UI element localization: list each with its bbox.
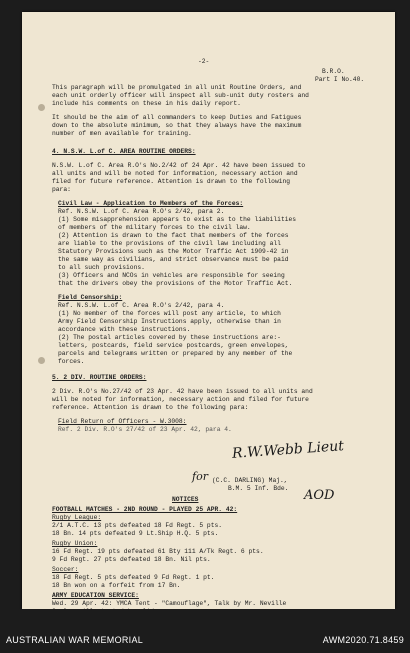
text-line: Statutory Provisions such as the Motor Traffic Act 1909-42 in [58,248,289,255]
subheading: Soccer: [52,566,79,573]
subheading: Rugby League: [52,514,102,521]
text-line: number of men available for training. [52,130,192,137]
reference-line: B.R.O. [322,68,345,75]
signature: R.W.Webb Lieut [231,438,345,462]
section-heading: 5. 2 DIV. ROUTINE ORDERS: [52,374,147,381]
text-line: Ref. N.S.W. L.of C. Area R.O's 2/42, para 2. [58,208,225,215]
text-line: include his comments on these in his daily report. [52,100,241,107]
text-line: N.S.W. L.of C. Area R.O's No.2/42 of 24 Apr. 42 have been issued to [52,162,306,169]
text-line: each unit orderly officer will inspect all sub-unit duty rosters and [52,92,309,99]
subheading: Rugby Union: [52,540,98,547]
reference-line: Part I No.40. [315,76,365,83]
text-line: filed for future reference. Attention is drawn to the following [52,178,291,185]
text-line: (2) Attention is drawn to the fact that members of the forces [58,232,289,239]
text-line: It should be the aim of all commanders to keep Duties and Fatigues [52,114,302,121]
text-line: 2 Div. R.O's No.27/42 of 23 Apr. 42 have been issued to all units and [52,388,313,395]
handwritten-initials: AOD [304,488,335,503]
text-line: the same way as civilians, and strict observance must be paid [58,256,289,263]
result-line: 18 Fd Regt. 5 pts defeated 9 Fd Regt. 1 pt. [52,574,215,581]
result-line: 16 Fd Regt. 19 pts defeated 61 Bty 111 A/Tk Regt. 6 pts. [52,548,264,555]
text-line: forces. [58,358,85,365]
text-line: to all such provisions. [58,264,145,271]
text-line: para: [52,186,71,193]
text-line: of members of the military forces to the civil law. [58,224,251,231]
subheading: Civil Law - Application to Members of the Forces: [58,200,244,207]
footer-bar [0,609,410,653]
section-heading: 4. N.S.W. L.of C. AREA ROUTINE ORDERS: [52,148,196,155]
text-line: (1) No member of the forces will post any article, to which [58,310,281,317]
text-line: (3) Officers and NCOs in vehicles are responsible for seeing [58,272,285,279]
text-line: (1) Some misapprehension appears to exist as to the liabilities [58,216,297,223]
punch-hole [38,104,45,111]
signature-for-mark: for [192,470,208,483]
subheading: Field Censorship: [58,294,123,301]
signatory-title: B.M. 5 Inf. Bde. [228,485,289,492]
text-line: letters, postcards, field service postcards, green envelopes, [58,342,289,349]
result-line: 9 Fd Regt. 27 pts defeated 18 Bn. Nil pts. [52,556,211,563]
text-line: This paragraph will be promulgated in all unit Routine Orders, and [52,84,302,91]
section-heading: FOOTBALL MATCHES - 2ND ROUND - PLAYED 25 APR. 42: [52,506,238,513]
text-line: accordance with these instructions. [58,326,191,333]
text-line: all units and will be noted for information, necessary action and [52,170,298,177]
text-line: (2) The postal articles covered by these instructions are:- [58,334,281,341]
text-line: are liable to the provisions of the civil law including all [58,240,281,247]
text-line: that the drivers obey the provisions of the Motor Traffic Act. [58,280,293,287]
signatory-name: (C.C. DARLING) Maj., [212,477,288,484]
document-page [22,12,395,609]
punch-hole [38,357,45,364]
text-line: reference. Attention is drawn to the following para: [52,404,249,411]
page-number: -2- [198,58,210,65]
result-line: 18 Bn won on a forfeit from 17 Bn. [52,582,181,589]
result-line: 18 Bn. 14 pts defeated 9 Lt.Ship H.Q. 5 pts. [52,530,219,537]
text-line: will be noted for information, necessary action and filed for future [52,396,309,403]
text-line: Wed. 29 Apr. 42: YMCA Tent - "Camouflage", Talk by Mr. Neville [52,600,287,607]
notices-heading: NOTICES [172,496,199,503]
text-line: down to the absolute minimum, so that they always have the maximum [52,122,302,129]
text-line: Ref. 2 Div. R.O's 27/42 of 23 Apr. 42, para 4. [58,426,232,433]
footer-institution: AUSTRALIAN WAR MEMORIAL [6,635,144,645]
text-line: parcels and telegrams written or prepared by any member of the [58,350,293,357]
footer-accession-number: AWM2020.71.8459 [322,635,404,645]
text-line: Ref. N.S.W. L.of C. Area R.O's 2/42, para 4. [58,302,225,309]
section-heading: ARMY EDUCATION SERVICE: [52,592,139,599]
text-line: Army Field Censorship Instructions apply, otherwise than in [58,318,281,325]
result-line: 2/1 A.T.C. 13 pts defeated 18 Fd Regt. 5 pts. [52,522,223,529]
subheading: Field Return of Officers - W.3008: [58,418,187,425]
